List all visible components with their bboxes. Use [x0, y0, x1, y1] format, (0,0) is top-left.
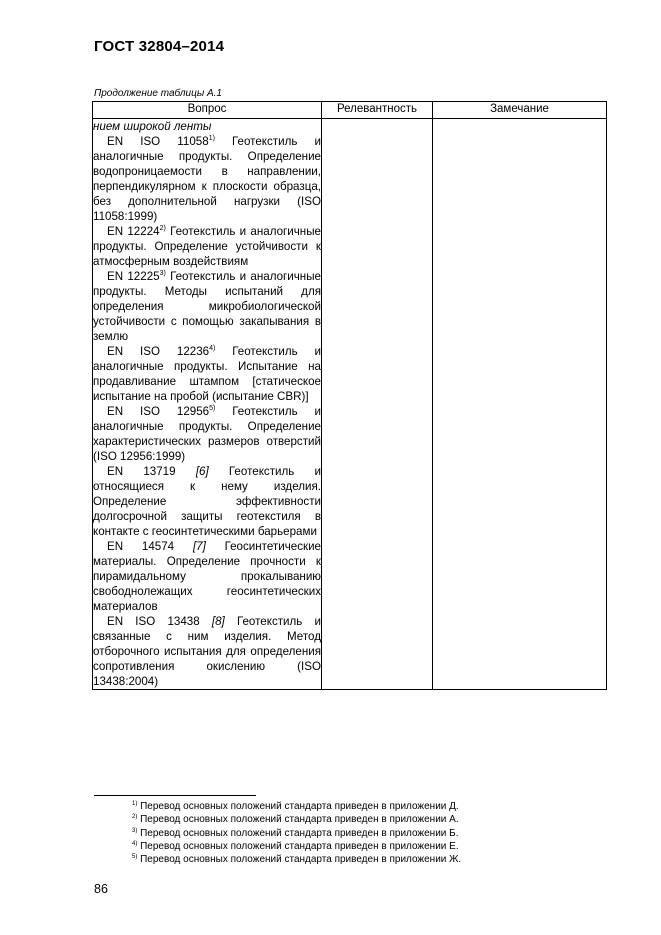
footnote-text: Перевод основных положений стандарта приведен в приложении Ж.: [137, 854, 462, 866]
requirements-table: [92, 101, 607, 690]
table-row: [93, 119, 607, 690]
footnote-mark: 1): [132, 801, 138, 807]
footnote-mark: 2): [132, 814, 138, 821]
footnote-mark: 5): [132, 854, 138, 861]
footnote: [132, 813, 461, 826]
footnote-text: Перевод основных положений стандарта приведен в приложении А.: [137, 814, 459, 826]
footnote-mark: 4): [132, 840, 138, 847]
standard-description: Геотекстиль и аналогичные продукты. Определение водопроницаемости в направлении, перпендикулярном к плоскости образца, без дополнительной нагрузки (ISO 11058:1999): [93, 135, 321, 223]
standard-description: Геосинтетические материалы. Определение прочности к пирамидальному прокалыванию свободнолежащих геосинтетических материалов: [93, 540, 321, 613]
footnote-ref: 5): [209, 405, 216, 412]
footnote-text: Перевод основных положений стандарта приведен в приложении Д.: [137, 801, 459, 812]
standard-entry: [93, 134, 321, 224]
standard-description: Геотекстиль и связанные с ним изделия. Метод отборочного испытания для определения сопротивления окислению (ISO 13438:2004): [93, 615, 321, 688]
footnote: [132, 840, 461, 853]
footnote-ref: 2): [159, 225, 166, 232]
standard-code: EN ISO 12956: [107, 405, 210, 418]
standard-code: EN 12225: [107, 270, 160, 283]
remark-cell: [433, 119, 607, 690]
standard-entry: [93, 269, 321, 344]
standard-entry: [93, 224, 321, 269]
column-header-remark: Замечание: [433, 102, 607, 119]
footnote-divider: [94, 795, 256, 796]
standard-code: EN 12224: [107, 225, 160, 238]
question-cell: [93, 119, 322, 690]
footnote: [132, 853, 461, 866]
standard-entry: [93, 539, 321, 614]
standard-description: Геотекстиль и аналогичные продукты. Методы испытаний для определения микробиологической устойчивости с помощью закапывания в землю: [93, 270, 321, 343]
standard-description: Геотекстиль и относящиеся к нему изделия. Определение эффективности долгосрочной защиты геотекстиля в контакте с геосинтетическими барьерами: [93, 465, 321, 538]
standard-code: EN ISO 13438: [107, 615, 200, 628]
standard-code: EN ISO 12236: [107, 345, 210, 358]
table-header-row: [93, 102, 607, 119]
footnote-text: Перевод основных положений стандарта приведен в приложении Б.: [137, 827, 459, 839]
table-caption: Продолжение таблицы А.1: [94, 88, 222, 99]
footnote-ref: 4): [209, 345, 216, 352]
bibliography-ref: [6]: [195, 465, 209, 478]
continuation-text: нием широкой ленты: [93, 120, 212, 133]
standard-code: EN 13719: [107, 465, 176, 478]
standard-entry: [93, 464, 321, 539]
bibliography-ref: [7]: [192, 540, 206, 553]
standard-code: EN ISO 11058: [107, 135, 209, 148]
footnotes: [132, 800, 461, 866]
footnote-ref: 1): [208, 135, 215, 142]
standard-description: Геотекстиль и аналогичные продукты. Испытание на продавливание штампом [статическое испытание на пробой (испытание CBR)]: [93, 345, 321, 403]
footnote-text: Перевод основных положений стандарта приведен в приложении Е.: [137, 840, 459, 852]
standard-description: Геотекстиль и аналогичные продукты. Определение устойчивости к атмосферным воздействиям: [93, 225, 321, 268]
bibliography-ref: [8]: [211, 615, 225, 628]
footnote-ref: 3): [159, 270, 166, 277]
standard-entry: [93, 404, 321, 464]
page-number: 86: [94, 882, 108, 896]
relevance-cell: [322, 119, 433, 690]
standard-title: ГОСТ 32804–2014: [94, 38, 225, 55]
standard-description: Геотекстиль и аналогичные продукты. Определение характеристических размеров отверстий (ISO 12956:1999): [93, 405, 321, 463]
standard-entry: [93, 344, 321, 404]
footnote: [132, 800, 461, 813]
footnote-mark: 3): [132, 827, 138, 834]
standard-entry: [93, 614, 321, 689]
footnote: [132, 827, 461, 840]
standard-code: EN 14574: [107, 540, 175, 553]
column-header-relevance: Релевантность: [322, 102, 433, 119]
column-header-question: Вопрос: [93, 102, 322, 119]
